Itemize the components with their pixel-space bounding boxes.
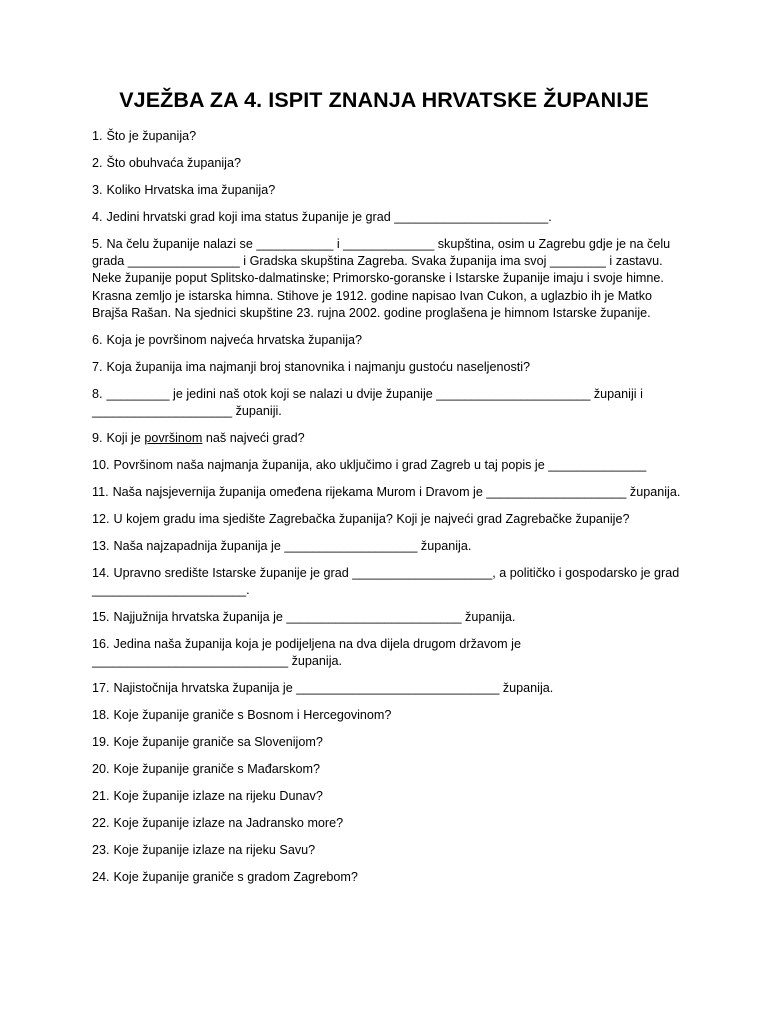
question-4 bbox=[92, 209, 684, 226]
question-text: Koja je površinom najveća hrvatska županija? bbox=[106, 332, 363, 347]
question-1 bbox=[92, 128, 684, 145]
question-21 bbox=[92, 788, 684, 805]
question-number: 23. bbox=[92, 843, 110, 858]
question-text: Koje županije graniče s Bosnom i Hercegovinom? bbox=[113, 708, 392, 723]
question-number: 24. bbox=[92, 870, 110, 885]
question-9 bbox=[92, 430, 684, 447]
question-number: 18. bbox=[92, 708, 110, 723]
question-number: 5. bbox=[92, 237, 103, 251]
question-text: Koje županije izlaze na rijeku Dunav? bbox=[113, 789, 323, 804]
question-number: 20. bbox=[92, 762, 110, 777]
question-10 bbox=[92, 457, 684, 474]
question-17 bbox=[92, 680, 684, 697]
question-text: Koje županije graniče sa Slovenijom? bbox=[113, 735, 323, 750]
question-15 bbox=[92, 609, 684, 626]
question-number: 2. bbox=[92, 156, 103, 170]
question-number: 6. bbox=[92, 332, 103, 347]
question-text: Najistočnija hrvatska županija je _____________________________ županija. bbox=[113, 681, 554, 696]
question-16 bbox=[92, 636, 684, 670]
question-text: Na čelu županije nalazi se ___________ i _____________ skupština, osim u Zagrebu gdje je na čelu grada ________________ i Gradska skupština Zagreba. Svaka županija ima svoj ________ i zastavu. Neke županije poput Splitsko-dalmatinske; Primorsko-goranske i Istarske županije imaju i svoje himne. Krasna zemljo je istarska himna. Stihove je 1912. godine napisao Ivan Cukon, a uglazbio ih je Matko Brajša Rašan. Na sjednici skupštine 23. rujna 2002. godine proglašena je himnom Istarske županije. bbox=[92, 237, 671, 320]
question-text: Najjužnija hrvatska županija je _________________________ županija. bbox=[113, 610, 516, 625]
question-number: 22. bbox=[92, 816, 110, 831]
question-11 bbox=[92, 484, 684, 501]
question-number: 4. bbox=[92, 210, 103, 224]
question-number: 1. bbox=[92, 129, 103, 143]
question-text: Što je županija? bbox=[106, 129, 197, 143]
question-number: 3. bbox=[92, 183, 103, 197]
question-6 bbox=[92, 332, 684, 349]
page-title: VJEŽBA ZA 4. ISPIT ZNANJA HRVATSKE ŽUPANIJE bbox=[119, 88, 649, 112]
question-text: Koja županija ima najmanji broj stanovnika i najmanju gustoću naseljenosti? bbox=[106, 359, 531, 374]
question-text-end: naš najveći grad? bbox=[202, 431, 305, 446]
question-number: 19. bbox=[92, 735, 110, 750]
question-8 bbox=[92, 386, 684, 420]
question-text: Naša najzapadnija županija je ___________________ županija. bbox=[113, 539, 472, 554]
underlined-word: površinom bbox=[144, 431, 203, 446]
question-12 bbox=[92, 511, 684, 528]
question-text: Koje županije izlaze na Jadransko more? bbox=[113, 816, 344, 831]
question-7 bbox=[92, 359, 684, 376]
question-24 bbox=[92, 869, 684, 886]
question-19 bbox=[92, 734, 684, 751]
question-2 bbox=[92, 155, 684, 172]
question-list bbox=[92, 128, 684, 896]
question-5 bbox=[92, 236, 684, 322]
question-text: Upravno središte Istarske županije je grad ____________________, a političko i gospodarsko je grad ______________________. bbox=[92, 566, 680, 598]
question-text: _________ je jedini naš otok koji se nalazi u dvije županije ______________________ županiji i ____________________ županiji. bbox=[92, 386, 643, 419]
question-23 bbox=[92, 842, 684, 859]
question-number: 16. bbox=[92, 637, 110, 652]
question-14 bbox=[92, 565, 684, 599]
question-number: 17. bbox=[92, 681, 110, 696]
question-number: 21. bbox=[92, 789, 110, 804]
question-number: 9. bbox=[92, 431, 103, 446]
question-number: 13. bbox=[92, 539, 110, 554]
question-text: Jedina naša županija koja je podijeljena na dva dijela drugom državom je ____________________________ županija. bbox=[92, 637, 521, 669]
question-text: Površinom naša najmanja županija, ako uključimo i grad Zagreb u taj popis je ______________ bbox=[113, 458, 647, 473]
question-text: Koliko Hrvatska ima županija? bbox=[106, 183, 276, 197]
question-text-start: Koji je bbox=[106, 431, 145, 446]
question-3 bbox=[92, 182, 684, 199]
question-text: Što obuhvaća županija? bbox=[106, 156, 241, 170]
question-13 bbox=[92, 538, 684, 555]
question-text: Naša najsjevernija županija omeđena rijekama Murom i Dravom je ____________________ županija. bbox=[112, 485, 681, 500]
question-number: 10. bbox=[92, 458, 110, 473]
question-text: U kojem gradu ima sjedište Zagrebačka županija? Koji je najveći grad Zagrebačke županije? bbox=[113, 512, 630, 527]
question-number: 8. bbox=[92, 386, 103, 401]
question-number: 14. bbox=[92, 566, 110, 581]
question-number: 12. bbox=[92, 512, 110, 527]
question-20 bbox=[92, 761, 684, 778]
question-text: Koje županije graniče s Mađarskom? bbox=[113, 762, 321, 777]
question-number: 11. bbox=[92, 485, 109, 500]
question-text: Koje županije graniče s gradom Zagrebom? bbox=[113, 870, 358, 885]
question-number: 15. bbox=[92, 610, 110, 625]
question-18 bbox=[92, 707, 684, 724]
question-number: 7. bbox=[92, 359, 103, 374]
question-text: Jedini hrvatski grad koji ima status županije je grad ______________________. bbox=[106, 210, 552, 224]
question-22 bbox=[92, 815, 684, 832]
question-text: Koje županije izlaze na rijeku Savu? bbox=[113, 843, 316, 858]
